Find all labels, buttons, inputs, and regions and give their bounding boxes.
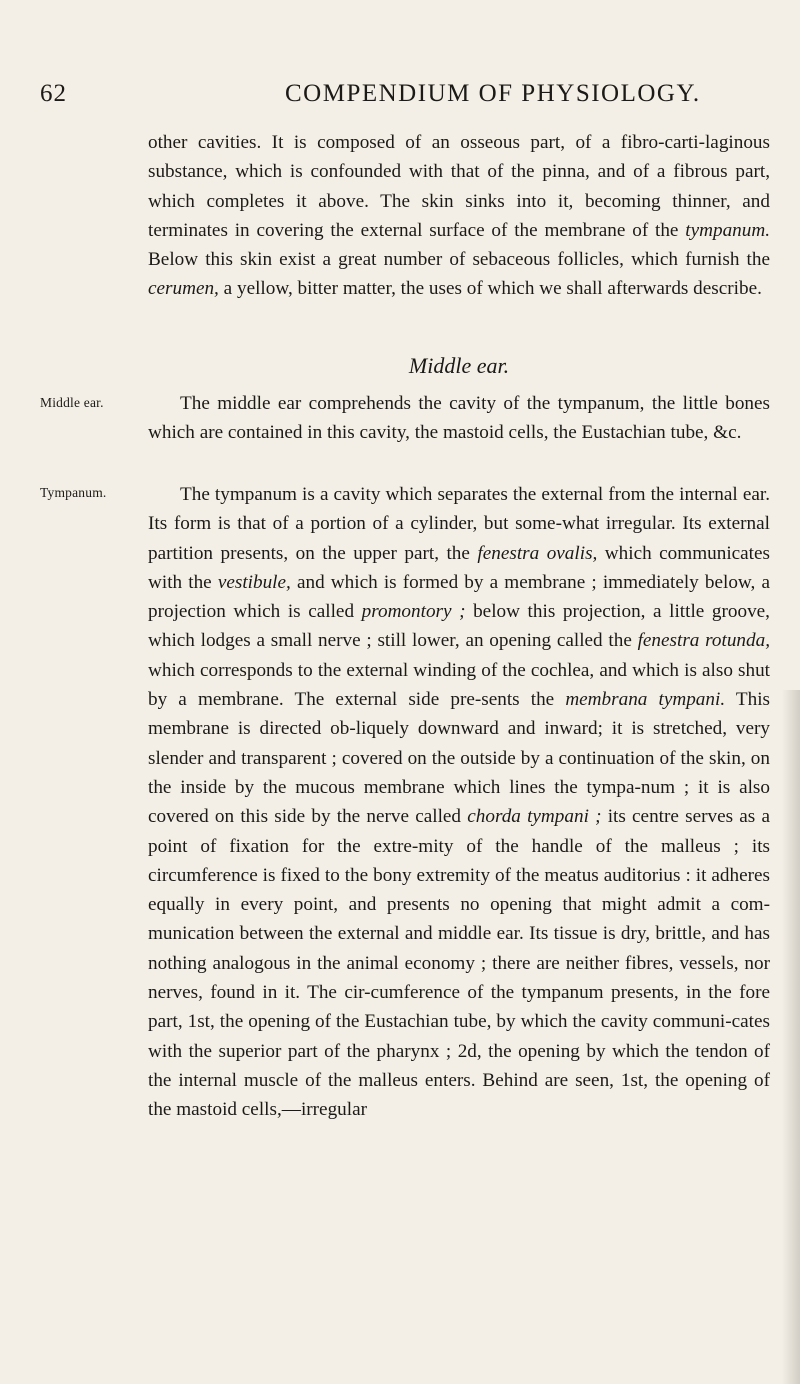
page-header: [40, 80, 770, 120]
term-promontory: promontory ;: [361, 601, 466, 623]
middle-ear-paragraph: [148, 389, 770, 448]
tympanum-text-7: its centre serves as a point of fixation for the extre-mity of the handle of the malleus ; its circumference is fixed to the bony extremity of the meatus auditorius : it adheres equally in every point, and presents no opening that might admit a com-munication between the external and middle ear. Its tissue is dry, brittle, and has nothing analogous in the animal economy ; there are neither fibres, vessels, nor nerves, found in it. The cir-cumference of the tympanum presents, in the fore part, 1st, the opening of the Eustachian tube, by which the cavity communi-cates with the superior part of the pharynx ; 2d, the opening by which the tendon of the internal muscle of the malleus enters. Behind are seen, 1st, the opening of the mastoid cells,—irregular: [148, 806, 770, 1121]
margin-note-tympanum: Tympanum.: [40, 485, 107, 500]
intro-text-3: a yellow, bitter matter, the uses of which we shall afterwards describe.: [218, 278, 762, 300]
intro-text-1: other cavities. It is composed of an osseous part, of a fibro-carti-laginous substance, which is confounded with that of the pinna, and of a fibrous part, which completes it above. The skin sinks into it, becoming thinner, and terminates in covering the external surface of the membrane of the: [148, 132, 770, 241]
intro-term-tympanum: tympanum.: [685, 219, 770, 241]
term-chorda-tympani: chorda tympani ;: [467, 806, 602, 828]
tympanum-text-6: This membrane is directed ob-liquely downward and inward; it is stretched, very slender and transparent ; covered on the outside by a continuation of the skin, on the inside by the mucous membrane which lines the tympa-num ; it is also covered on this side by the nerve called: [148, 689, 771, 828]
tympanum-paragraph: [148, 480, 770, 1125]
section-heading: Middle ear.: [408, 353, 510, 378]
intro-term-cerumen: cerumen,: [148, 278, 219, 300]
intro-paragraph: [148, 128, 770, 304]
term-vestibule: vestibule,: [217, 571, 291, 593]
running-title: COMPENDIUM OF PHYSIOLOGY.: [285, 80, 701, 107]
tympanum-text-3: and which is formed by a membrane ; immediately below, a projection which is called: [148, 571, 770, 623]
page-number: 62: [40, 80, 67, 107]
tympanum-text-4: below this projection, a little groove, which lodges a small nerve ; still lower, an opening called the: [148, 601, 770, 652]
tympanum-text-5: which corresponds to the external winding of the cochlea, and which is also shut by a membrane. The external side pre-sents the: [148, 659, 770, 711]
term-fenestra-ovalis: fenestra ovalis,: [477, 542, 598, 564]
tympanum-text-1: The tympanum is a cavity which separates the external from the internal ear. Its form is that of a portion of a cylinder, but some-what irregular. Its external partition presents, on the upper part, the: [148, 484, 770, 564]
tympanum-text-2: which communicates with the: [148, 542, 770, 593]
middle-ear-text: The middle ear comprehends the cavity of the tympanum, the little bones which are contained in this cavity, the mastoid cells, the Eustachian tube, &c.: [148, 393, 770, 444]
intro-text-2: Below this skin exist a great number of sebaceous follicles, which furnish the: [148, 249, 770, 271]
page-edge-shadow: [782, 690, 800, 1384]
margin-note-middle-ear: Middle ear.: [40, 395, 104, 410]
term-membrana-tympani: membrana tympani.: [565, 689, 726, 711]
term-fenestra-rotunda: fenestra rotunda,: [637, 630, 770, 652]
